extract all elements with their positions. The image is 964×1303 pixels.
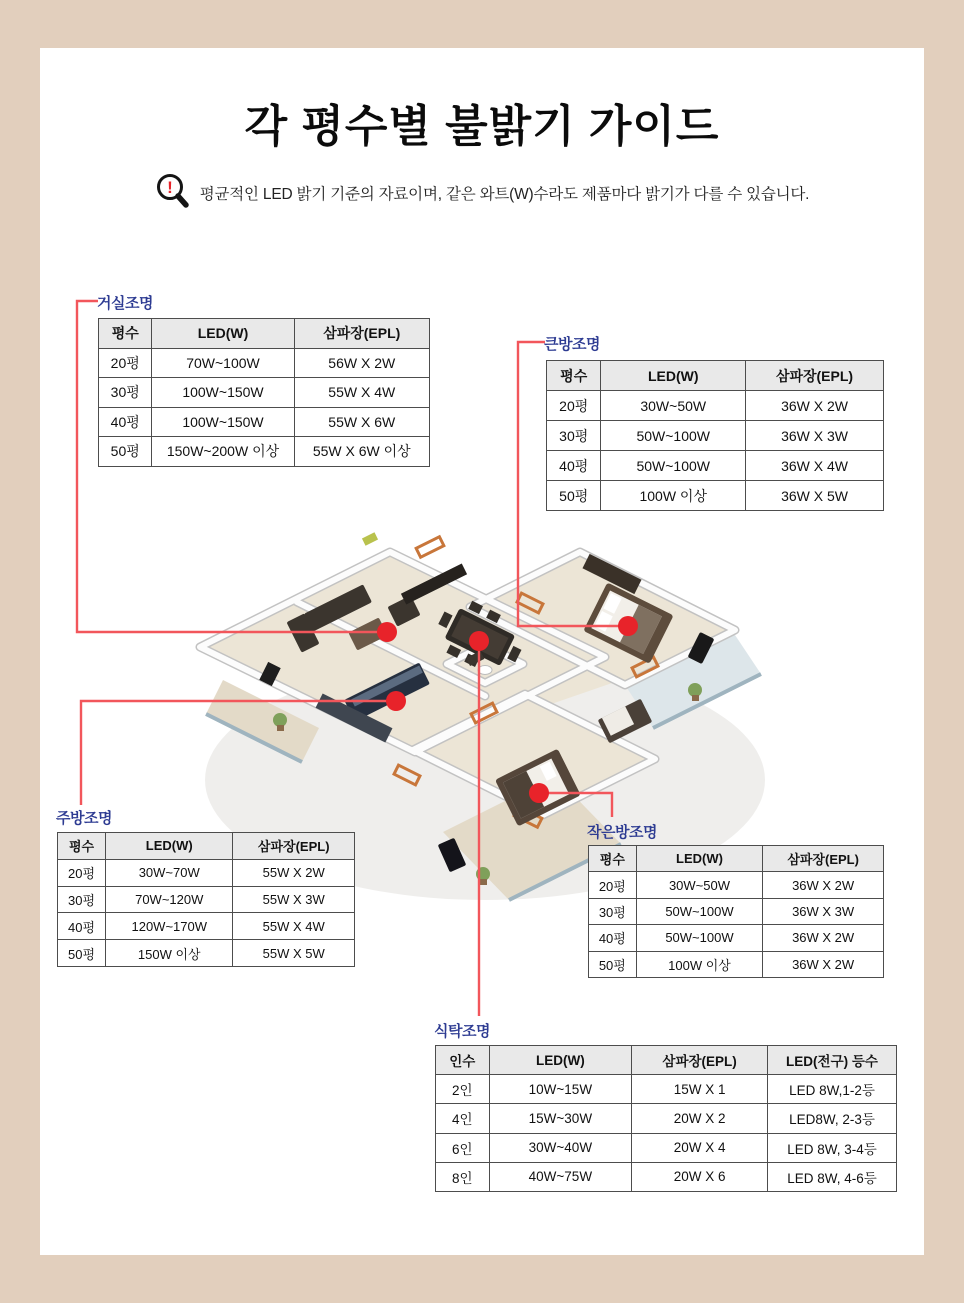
table-row [436, 1104, 897, 1133]
column-header: 평수 [589, 846, 637, 872]
table-cell: 36W X 3W [763, 898, 884, 924]
table-cell: 50W~100W [601, 451, 746, 481]
table-cell: 20W X 6 [632, 1162, 768, 1191]
table-row [589, 925, 884, 951]
table-cell: 36W X 2W [763, 872, 884, 898]
table-cell: 20W X 4 [632, 1133, 768, 1162]
table-row [58, 913, 355, 940]
column-header: 삼파장(EPL) [632, 1046, 768, 1075]
table-header-row [589, 846, 884, 872]
magnifier-exclamation-icon [155, 172, 191, 214]
table-cell: 30평 [589, 898, 637, 924]
label-living-room: 거실조명 [97, 295, 153, 312]
note-row [40, 172, 924, 214]
column-header: 삼파장(EPL) [763, 846, 884, 872]
table-row [99, 348, 430, 378]
table-cell: 30W~50W [636, 872, 763, 898]
table-cell: 40평 [58, 913, 106, 940]
table-cell: 10W~15W [489, 1075, 632, 1104]
table-cell: 6인 [436, 1133, 490, 1162]
table-cell: 8인 [436, 1162, 490, 1191]
table-cell: 40평 [99, 407, 152, 437]
table-cell: 30W~50W [601, 391, 746, 421]
table-cell: 15W~30W [489, 1104, 632, 1133]
table-big-room [546, 360, 884, 511]
table-cell: 30W~40W [489, 1133, 632, 1162]
table-row [589, 951, 884, 977]
table-cell: 15W X 1 [632, 1075, 768, 1104]
table-living-room [98, 318, 430, 467]
table-row [58, 886, 355, 913]
table-cell: 50평 [99, 437, 152, 467]
table-cell: 40W~75W [489, 1162, 632, 1191]
table-cell: 55W X 2W [233, 859, 355, 886]
column-header: LED(전구) 등수 [768, 1046, 897, 1075]
table-cell: 36W X 3W [746, 421, 884, 451]
table-row [99, 407, 430, 437]
table-header-row [58, 833, 355, 860]
table-cell: 100W 이상 [636, 951, 763, 977]
table-cell: 40평 [547, 451, 601, 481]
table-row [436, 1133, 897, 1162]
table-cell: 4인 [436, 1104, 490, 1133]
table-cell: 50평 [547, 481, 601, 511]
table-cell: 55W X 6W [294, 407, 429, 437]
column-header: 인수 [436, 1046, 490, 1075]
label-kitchen: 주방조명 [56, 810, 112, 827]
table-row [547, 391, 884, 421]
table-cell: 55W X 6W 이상 [294, 437, 429, 467]
table-cell: 20평 [58, 859, 106, 886]
table-row [99, 378, 430, 408]
table-cell: 100W~150W [152, 378, 294, 408]
table-row [58, 940, 355, 967]
table-cell: 36W X 5W [746, 481, 884, 511]
note-text: 평균적인 LED 밝기 기준의 자료이며, 같은 와트(W)수라도 제품마다 밝기가 다를 수 있습니다. [199, 186, 810, 203]
table-cell: 120W~170W [106, 913, 233, 940]
svg-text:!: ! [166, 178, 173, 197]
table-cell: LED8W, 2-3등 [768, 1104, 897, 1133]
table-cell: LED 8W,1-2등 [768, 1075, 897, 1104]
label-small-room: 작은방조명 [587, 824, 657, 841]
column-header: 평수 [547, 361, 601, 391]
page-title: 각 평수별 불밝기 가이드 [244, 102, 720, 151]
table-cell: LED 8W, 4-6등 [768, 1162, 897, 1191]
table-cell: 30평 [547, 421, 601, 451]
column-header: LED(W) [106, 833, 233, 860]
table-row [589, 898, 884, 924]
table-header-row [547, 361, 884, 391]
table-cell: 2인 [436, 1075, 490, 1104]
table-cell: 50W~100W [636, 898, 763, 924]
table-cell: 100W 이상 [601, 481, 746, 511]
table-header-row [436, 1046, 897, 1075]
table-cell: 36W X 2W [763, 925, 884, 951]
column-header: LED(W) [152, 319, 294, 349]
table-cell: 50W~100W [601, 421, 746, 451]
table-cell: 55W X 4W [233, 913, 355, 940]
label-dining-table: 식탁조명 [434, 1023, 490, 1040]
table-row [436, 1162, 897, 1191]
table-cell: 30평 [58, 886, 106, 913]
table-cell: 20평 [589, 872, 637, 898]
table-cell: 20평 [547, 391, 601, 421]
table-cell: 55W X 4W [294, 378, 429, 408]
table-cell: 36W X 2W [746, 391, 884, 421]
column-header: 평수 [58, 833, 106, 860]
table-cell: 36W X 4W [746, 451, 884, 481]
table-cell: 55W X 5W [233, 940, 355, 967]
table-row [547, 451, 884, 481]
table-cell: 50W~100W [636, 925, 763, 951]
table-cell: 20W X 2 [632, 1104, 768, 1133]
table-row [436, 1075, 897, 1104]
table-cell: 36W X 2W [763, 951, 884, 977]
table-cell: 70W~100W [152, 348, 294, 378]
table-cell: 150W~200W 이상 [152, 437, 294, 467]
table-row [589, 872, 884, 898]
column-header: LED(W) [636, 846, 763, 872]
table-cell: 150W 이상 [106, 940, 233, 967]
table-row [99, 437, 430, 467]
table-cell: 55W X 3W [233, 886, 355, 913]
table-cell: 30W~70W [106, 859, 233, 886]
table-kitchen [57, 832, 355, 967]
table-header-row [99, 319, 430, 349]
table-cell: 30평 [99, 378, 152, 408]
table-cell: 56W X 2W [294, 348, 429, 378]
column-header: 평수 [99, 319, 152, 349]
table-cell: 50평 [58, 940, 106, 967]
column-header: LED(W) [489, 1046, 632, 1075]
table-cell: 40평 [589, 925, 637, 951]
table-small-room [588, 845, 884, 978]
table-row [547, 421, 884, 451]
table-row [547, 481, 884, 511]
table-row [58, 859, 355, 886]
column-header: 삼파장(EPL) [746, 361, 884, 391]
label-big-room: 큰방조명 [544, 336, 600, 353]
column-header: LED(W) [601, 361, 746, 391]
table-cell: 70W~120W [106, 886, 233, 913]
table-dining-table [435, 1045, 897, 1192]
table-cell: LED 8W, 3-4등 [768, 1133, 897, 1162]
table-cell: 20평 [99, 348, 152, 378]
column-header: 삼파장(EPL) [233, 833, 355, 860]
table-cell: 100W~150W [152, 407, 294, 437]
table-cell: 50평 [589, 951, 637, 977]
column-header: 삼파장(EPL) [294, 319, 429, 349]
